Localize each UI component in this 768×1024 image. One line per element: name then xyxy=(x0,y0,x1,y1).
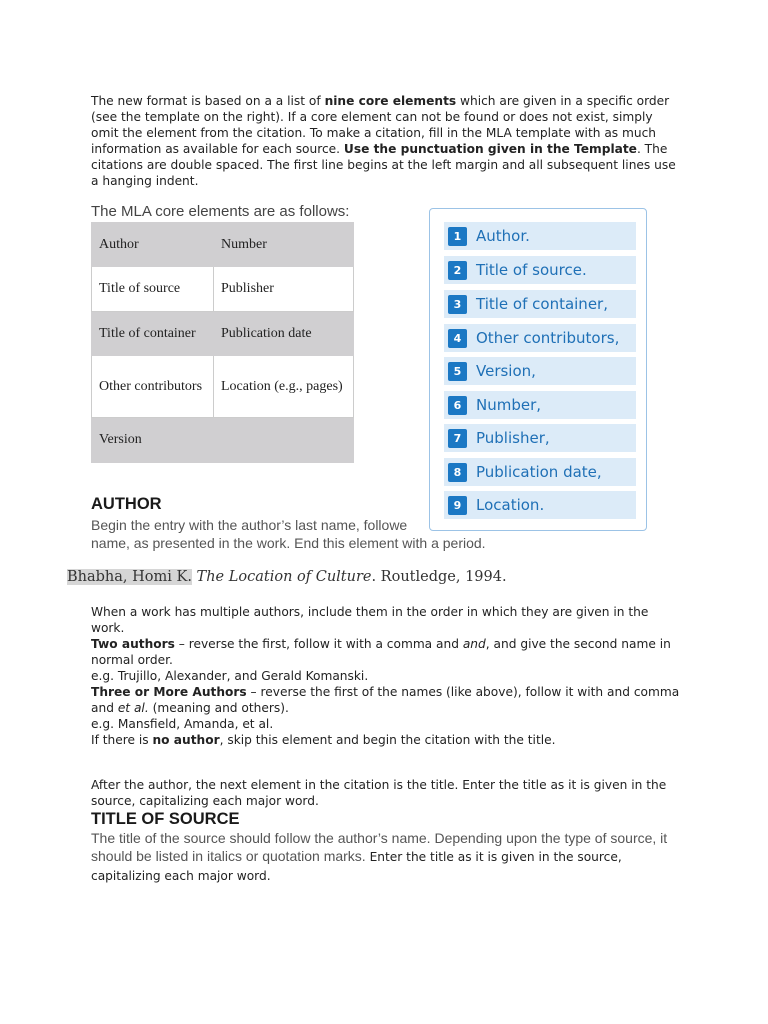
template-number-badge: 7 xyxy=(448,429,467,448)
table-row xyxy=(92,312,354,356)
template-item xyxy=(444,391,636,419)
intro-text-1: The new format is based on a a list of xyxy=(91,94,325,108)
example-title: The Location of Culture xyxy=(196,569,372,585)
no-author-text: If there is xyxy=(91,733,153,747)
template-number-badge: 5 xyxy=(448,362,467,381)
table-cell: Title of container xyxy=(92,312,214,356)
three-authors-text-2: (meaning and others). xyxy=(148,701,289,715)
template-item xyxy=(444,324,636,352)
template-item xyxy=(444,458,636,486)
template-item xyxy=(444,357,636,385)
template-item xyxy=(444,491,636,519)
no-author-text-2: , skip this element and begin the citation with the title. xyxy=(219,733,556,747)
author-example-citation xyxy=(67,567,507,588)
template-number-badge: 6 xyxy=(448,396,467,415)
table-cell: Other contributors xyxy=(92,356,214,418)
three-authors-etal: et al. xyxy=(117,701,149,715)
template-item-label: Publication date, xyxy=(476,463,602,481)
no-author-rule xyxy=(91,732,681,748)
template-number-badge: 9 xyxy=(448,496,467,515)
intro-text-3: . The citations are double spaced. The first line begins at the left margin and all subsequent lines use a hanging indent. xyxy=(91,142,676,188)
three-authors-example: e.g. Mansfield, Amanda, et al. xyxy=(91,717,274,731)
author-body-line-1: Begin the entry with the author’s last name, followe xyxy=(91,517,408,533)
template-item xyxy=(444,256,636,284)
two-authors-text: – reverse the first, follow it with a comma and xyxy=(174,637,463,651)
core-elements-table xyxy=(91,222,354,463)
intro-bold-1: nine core elements xyxy=(324,94,457,108)
intro-text-2: which are given in a specific order (see the template on the right). If a core element can not be found or does not exist, simply omit the element from the citation. To make a citation, fill in the MLA template with as much information as available for each source. xyxy=(91,94,670,156)
template-number-badge: 3 xyxy=(448,295,467,314)
mla-template-graphic xyxy=(429,208,647,531)
table-cell: Location (e.g., pages) xyxy=(214,356,354,418)
template-number-badge: 4 xyxy=(448,329,467,348)
table-row xyxy=(92,223,354,267)
table-cell: Publication date xyxy=(214,312,354,356)
title-body-text-2: Enter the title as it is given in the source, capitalizing each major word. xyxy=(91,850,622,883)
template-item-label: Title of source. xyxy=(476,261,587,279)
template-item-label: Title of container, xyxy=(476,295,608,313)
no-author-bold: no author xyxy=(152,733,220,747)
example-publisher-year: . Routledge, 1994. xyxy=(371,569,507,585)
template-item-label: Author. xyxy=(476,227,530,245)
table-row xyxy=(92,267,354,312)
table-cell: Title of source xyxy=(92,267,214,312)
after-author-paragraph: After the author, the next element in the citation is the title. Enter the title as it is given in the source, capitalizing each major word. xyxy=(91,778,667,808)
author-body-line-2: name, as presented in the work. End this element with a period. xyxy=(91,535,486,551)
template-item-label: Version, xyxy=(476,362,536,380)
three-authors-rule xyxy=(91,684,681,716)
table-cell: Author xyxy=(92,223,214,267)
template-item xyxy=(444,424,636,452)
core-elements-caption: The MLA core elements are as follows: xyxy=(91,203,350,220)
table-row xyxy=(92,418,354,463)
two-authors-label: Two authors xyxy=(91,637,175,651)
template-number-badge: 2 xyxy=(448,261,467,280)
two-authors-text-2: , and give the second name in normal order. xyxy=(91,637,671,667)
table-cell: Publisher xyxy=(214,267,354,312)
table-cell xyxy=(214,418,354,463)
three-authors-text: – reverse the first of the names (like above), follow it with and comma and xyxy=(91,685,680,715)
template-item-label: Number, xyxy=(476,396,542,414)
title-of-source-heading: TITLE OF SOURCE xyxy=(91,810,240,828)
title-of-source-body xyxy=(91,829,681,885)
table-cell: Number xyxy=(214,223,354,267)
intro-paragraph xyxy=(91,93,681,189)
template-item-label: Location. xyxy=(476,496,545,514)
title-body-text: The title of the source should follow the author’s name. Depending upon the type of source, it should be listed in italics or quotation marks. xyxy=(91,830,668,864)
table-row xyxy=(92,356,354,418)
two-authors-rule xyxy=(91,636,681,668)
template-item xyxy=(444,222,636,250)
template-item-label: Other contributors, xyxy=(476,329,620,347)
three-authors-label: Three or More Authors xyxy=(91,685,247,699)
intro-bold-2: Use the punctuation given in the Template xyxy=(343,142,637,156)
author-heading: AUTHOR xyxy=(91,495,162,513)
two-authors-and: and xyxy=(462,637,486,651)
template-number-badge: 1 xyxy=(448,227,467,246)
template-item xyxy=(444,290,636,318)
example-author-highlight: Bhabha, Homi K. xyxy=(67,569,192,585)
two-authors-example: e.g. Trujillo, Alexander, and Gerald Komanski. xyxy=(91,669,369,683)
multiple-authors-block xyxy=(91,604,681,748)
template-item-label: Publisher, xyxy=(476,429,550,447)
template-number-badge: 8 xyxy=(448,463,467,482)
table-cell: Version xyxy=(92,418,214,463)
multiple-authors-intro: When a work has multiple authors, include them in the order in which they are given in the work. xyxy=(91,605,649,635)
